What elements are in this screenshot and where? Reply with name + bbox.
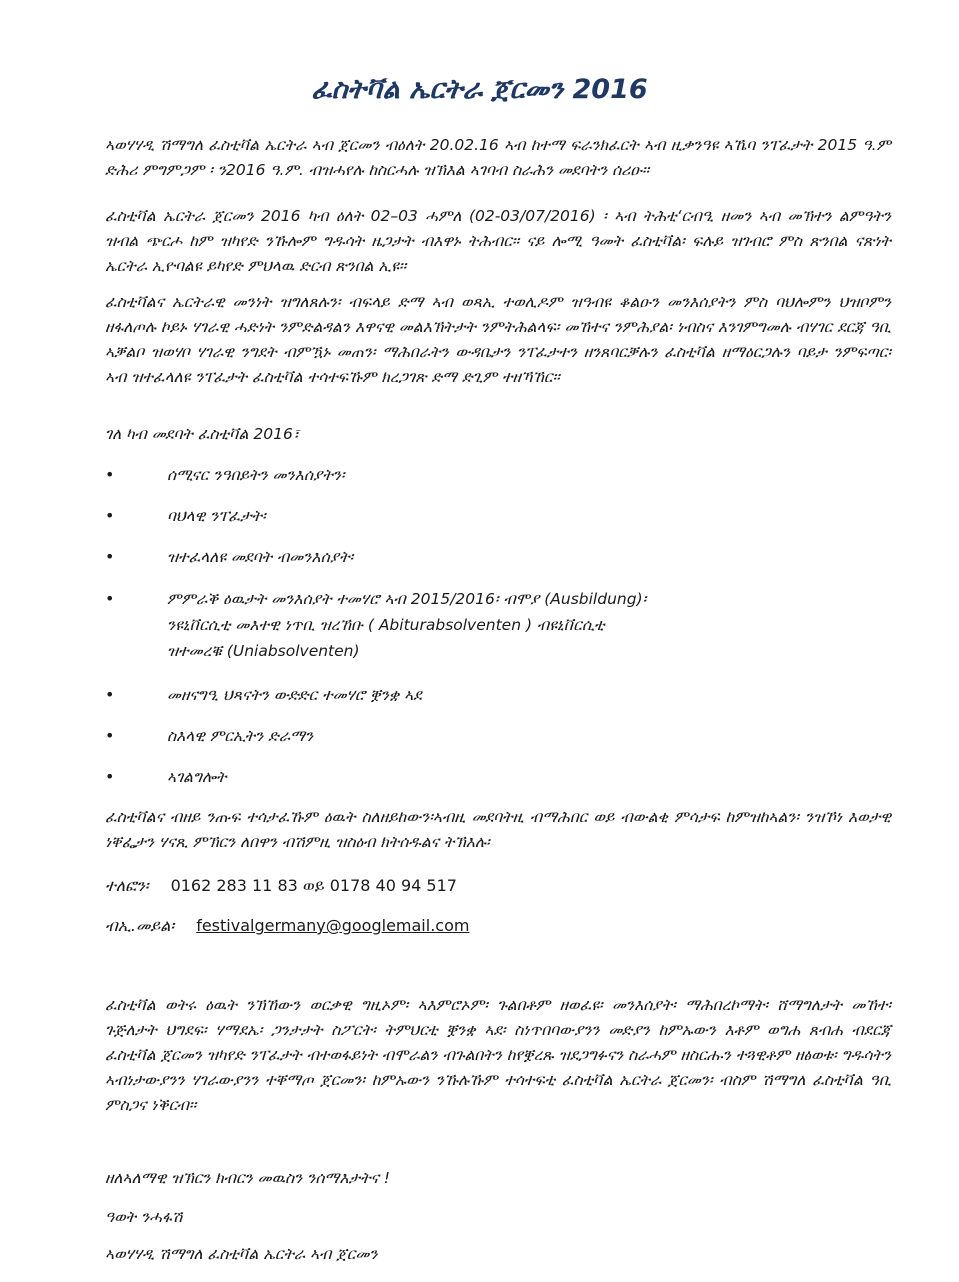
paragraph-participation: ፈስቲቫልና ብዘይ ንጡፍ ተሳታፈኹም ዕዉት ስለዘይከውን፡ኣብዚ መደባትዚ ብማሕበር ወይ ብውልቂ ምሳታፍ ከምዝከኣልን፡ ንዝኾነ እወታዊ ነቐፌታን ሃናጺ ምኽርን ለበዋን ብሽምዚ ዝስዕብ ክትሰዱልና ትኽእሉ፡	[105, 808, 891, 851]
bullet-marker: •	[105, 589, 115, 608]
bullet-marker: •	[105, 506, 115, 525]
list-item-exhibition: ስእላዊ ምርኢትን ድራማን	[167, 727, 314, 745]
email-link[interactable]: festivalgermany@googlemail.com	[196, 916, 470, 935]
program-intro: ገለ ካብ መደባት ፈስቲቫል 2016፣	[105, 425, 300, 443]
list-item-youth: ዝተፈላለዩ መደባት ብመንእሰያት፡	[167, 548, 354, 566]
phone-label: ተለፎን፡	[105, 876, 149, 895]
bullet-marker: •	[105, 547, 115, 566]
paragraph-meeting: ኣወሃሃዲ ሽማግለ ፈስቲቫል ኤርትራ ኣብ ጀርመን ብዕለት 20.02.16 ኣብ ከተማ ፍራንክፈርት ኣብ ዚቃንዓዩ ኣኼባ ንፐፈታት 2015 ዓ.ም ድሕሪ ምግምጋም ፡ ን2016 ዓ.ም. ብዝሓየሉ ከስርሓሉ ዝኽእል ኣገባብ ስራሕን መደባትን ሰሪዑ፡፡	[105, 136, 891, 179]
phone-line	[105, 873, 457, 898]
bullet-marker: •	[105, 726, 115, 745]
bullet-marker: •	[105, 465, 115, 484]
email-line	[105, 913, 469, 938]
graduates-line-2: ንዩኒቨርሲቲ መእተዊ ነጥቢ ዝረኸቡ ( Abiturabsolventen ) ብዩኒቨርሲቲ	[167, 616, 605, 634]
list-item-cultural: ባህላዊ ንፐፈታት፡	[167, 507, 266, 525]
closing-line-martyrs: ዘለኣለማዊ ዝኽርን ክብርን መዉስን ንሰማእታትና !	[105, 1169, 390, 1187]
bullet-marker: •	[105, 685, 115, 704]
phone-value: 0162 283 11 83 ወይ 0178 40 94 517	[170, 876, 457, 895]
email-label: ብኢ.መይል፡	[105, 916, 175, 935]
paragraph-thanks: ፈስቲቫል ወትሩ ዕዉት ንኽኸውን ወርቃዊ ግዚኦም፡ ኣእምሮኦም፡ ጉልበቶም ዘወፈዩ፡ መንእሰያት፡ ማሕበረኮማት፡ ሸማግለታት መኸተ፡ ጉጅለታት ህግደፍ፡ ሃማደኤ፡ ጋንታታት ስፖርት፡ ትምህርቲ ቛንቋ ኣደ፡ ስነጥበባውያንን መድያን ከምኡውን እቶም ወግሐ ጸብሐ ብደርጃ ፈስቲቫል ጀርመን ዝካየድ ንፐፈታት ብተወፋይነት ብሞራልን ብጉልበትን ከየቛረጹ ዝደጋግፉናን ስራሓም ዘስርሑን ተጓዊቶም ዘፅወቱ፡ ግዱሳትን ኣብነታውያንን ሃገራውያንን ተቐማጦ ጀርመን፡ ከምኡውን ንኹሉኹም ተሳተፍቲ ፈስቲቫል ኤርትራ ጀርመን፡ ብስም ሽማግለ ፈስቲቫል ዓቢ ምስጋና ነቕርብ፡፡	[105, 996, 891, 1114]
list-item-seminar: ሰሚናር ንዓበይትን መንእሰያትን፡	[167, 466, 345, 484]
graduates-line-1: ምምራቕ ዕዉታት መንእሰያት ተመሃሮ ኣብ 2015/2016፡ ብሞያ (Ausbildung)፡	[167, 590, 647, 608]
bullet-marker: •	[105, 767, 115, 786]
paragraph-identity: ፈስቲቫልና ኤርትራዊ መንነት ዝግለጸሉን፡ ብፍላይ ድማ ኣብ ወጻኢ ተወሊዶም ዝዓብዩ ቆልዑን መንእሰያትን ምስ ባህሎምን ህዝቦምን ዘፋለጦሉ ኮይኑ ሃገራዊ ሓድነት ንምድልዳልን እዋናዊ መልእኽትታት ንምትሕልላፍ፡ መኸተና ንምሕያል፡ ነብስና እንገምግመሉ ብሃገር ደርጃ ዓቢ ኣቓልቦ ዝወሃቦ ሃገራዊ ንግደት ብምዃኑ መጠን፡ ማሕበራትን ውዳቤታን ንፐፈታተን ዘንጸባርቓሉን ፈስቲቫል ዘማዕርጋሉን ባይታ ንምፍጣር፡ ኣብ ዝተፈላለዩ ንፐፈታት ፈስቲቫል ተሳተፍኹም ክረጋገጽ ድማ ድጊም ተዘኻኸር፡፡	[105, 293, 891, 386]
list-item-children: መዘናግዒ ህጻናትን ውድድር ተመሃሮ ቛንቋ ኣደ	[167, 686, 422, 704]
graduates-line-3: ዝተመረቑ (Uniabsolventen)	[167, 642, 360, 660]
list-item-graduates	[167, 586, 867, 664]
closing-line-victory: ዓወት ንሓፋሽ	[105, 1208, 183, 1226]
paragraph-festival-date: ፈስቲቫል ኤርትራ ጀርመን 2016 ካብ ዕለት 02–03 ሓምለ (02-03/07/2016) ፡ ኣብ ትሕቲ‘ርብዒ ዘመን ኣብ መኽተን ልምዓትን ዝብል ጭርሖ ከም ዝካየድ ንኹሎም ግዱሳት ዜጋታት ብእዋኑ ትሕብር፡፡ ናይ ሎሚ ዓመት ፈስቲቫል፡ ፍሉይ ዝገብሮ ምስ ጽንበል ናጽነት ኤርትራ ኢዮባልዩ ይካየድ ምህላዉ ድርብ ጽንበል ኢዩ፡፡	[105, 207, 891, 275]
document-title: ፈስትቫል ኤርትራ ጀርመን 2016	[311, 74, 648, 105]
closing-signature: ኣወሃሃዲ ሽማግለ ፈስቲቫል ኤርትራ ኣብ ጀርመን	[105, 1245, 378, 1263]
list-item-service: ኣገልግሎት	[167, 768, 227, 786]
